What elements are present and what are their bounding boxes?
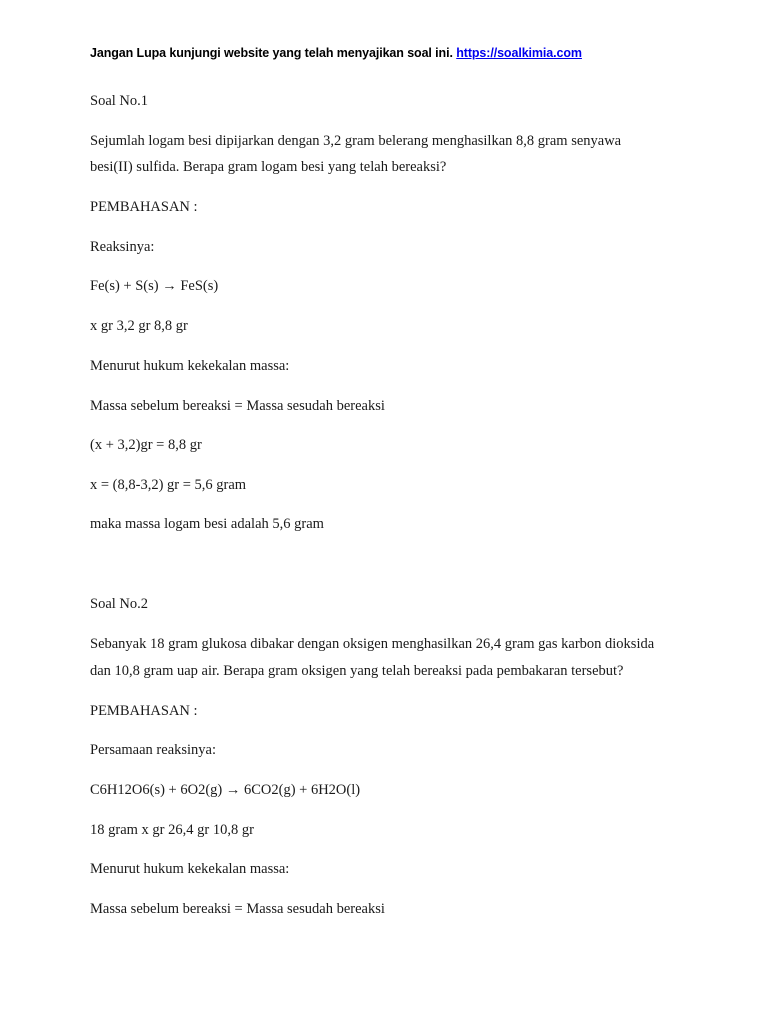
soal-2-title: Soal No.2 (90, 596, 148, 612)
soal-1-pembahasan: PEMBAHASAN : (90, 199, 198, 215)
soal-2-hukum: Menurut hukum kekekalan massa: (90, 861, 290, 877)
soal-1-conclusion: maka massa logam besi adalah 5,6 gram (90, 516, 324, 532)
soal-1-title: Soal No.1 (90, 93, 148, 109)
soal-1-hukum: Menurut hukum kekekalan massa: (90, 358, 290, 374)
soal-2-massa: Massa sebelum bereaksi = Massa sesudah bereaksi (90, 901, 385, 917)
soal-1-equation: Fe(s) + S(s) → FeS(s) (90, 278, 219, 294)
soal-1-step-2: x = (8,8-3,2) gr = 5,6 gram (90, 477, 247, 493)
soal-2-equation: C6H12O6(s) + 6O2(g) → 6CO2(g) + 6H2O(l) (90, 782, 361, 798)
soal-1-question-line-2: besi(II) sulfida. Berapa gram logam besi yang telah bereaksi? (90, 159, 447, 175)
soal-2-pembahasan: PEMBAHASAN : (90, 703, 198, 719)
soal-1-question-line-1: Sejumlah logam besi dipijarkan dengan 3,2 gram belerang menghasilkan 8,8 gram senyawa (90, 133, 622, 149)
soal-1-step-1: (x + 3,2)gr = 8,8 gr (90, 437, 202, 453)
soal-1-masses: x gr 3,2 gr 8,8 gr (90, 318, 188, 334)
website-link[interactable]: https://soalkimia.com (456, 46, 582, 60)
soal-2-masses: 18 gram x gr 26,4 gr 10,8 gr (90, 822, 254, 838)
header-note (90, 46, 582, 60)
soal-1-massa: Massa sebelum bereaksi = Massa sesudah bereaksi (90, 398, 385, 414)
header-text: Jangan Lupa kunjungi website yang telah menyajikan soal ini. (90, 46, 453, 60)
soal-2-question-line-2: dan 10,8 gram uap air. Berapa gram oksigen yang telah bereaksi pada pembakaran tersebut? (90, 663, 624, 679)
soal-2-reaksi-label: Persamaan reaksinya: (90, 742, 217, 758)
soal-2-question-line-1: Sebanyak 18 gram glukosa dibakar dengan oksigen menghasilkan 26,4 gram gas karbon dioksida (90, 636, 655, 652)
soal-1-reaksi-label: Reaksinya: (90, 239, 155, 255)
